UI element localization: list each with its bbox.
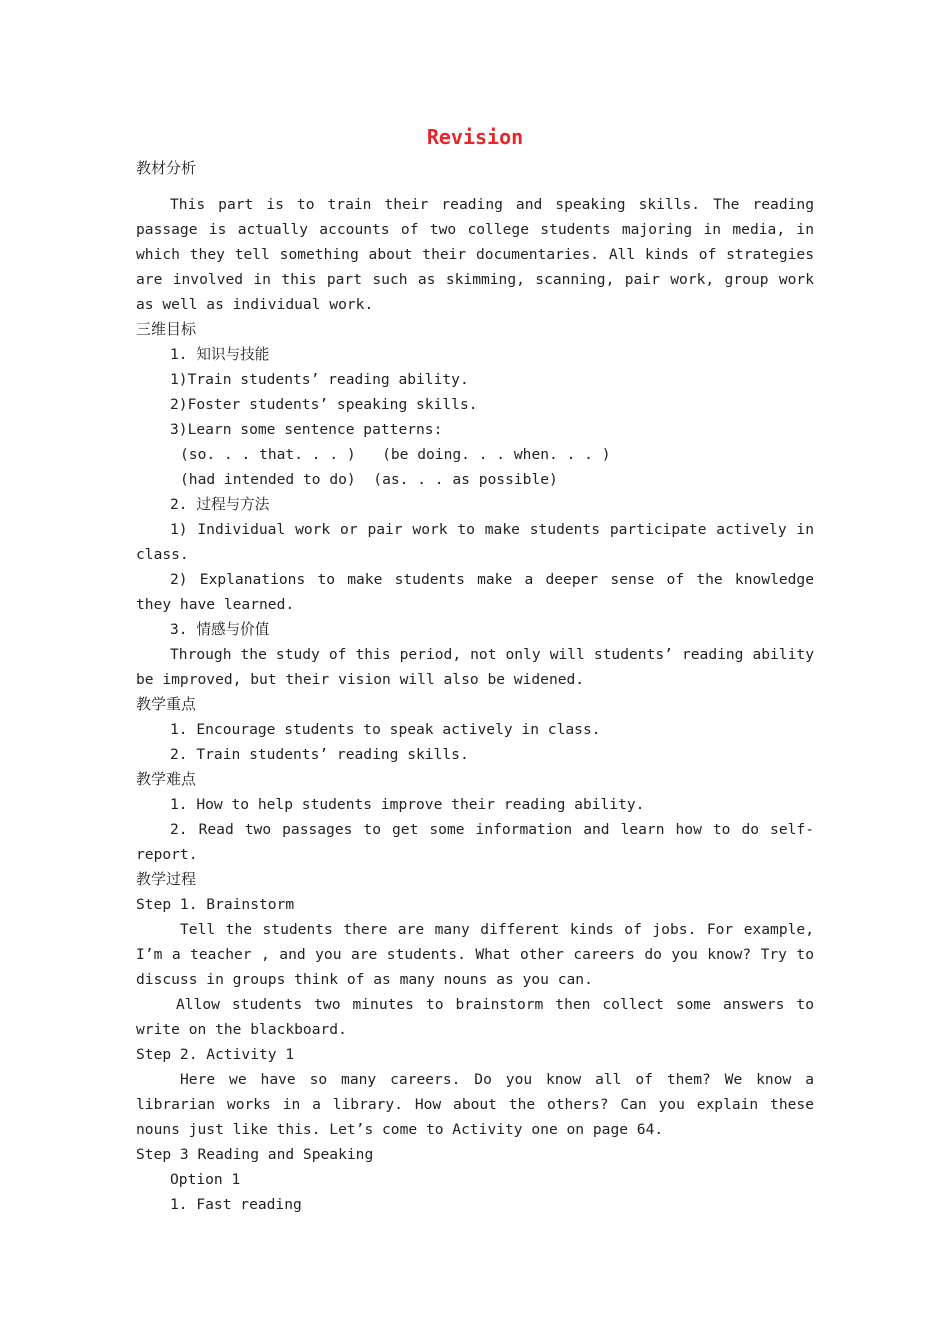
knowledge-item: 2)Foster students’ speaking skills. bbox=[170, 396, 478, 413]
sentence-patterns: (so. . . that. . . ) (be doing. . . when. . . ) bbox=[180, 446, 611, 463]
document-title: Revision bbox=[426, 125, 524, 149]
step-paragraph: Here we have so many careers. Do you know all of them? We know a librarian works in a library. How about the others? Can you explain these nouns just like this. Let’s come to Activity one on page 64. bbox=[136, 1071, 814, 1138]
process-title: 2. 过程与方法 bbox=[170, 496, 270, 513]
emotion-title: 3. 情感与价值 bbox=[170, 621, 270, 638]
analysis-paragraph: This part is to train their reading and speaking skills. The reading passage is actually accounts of two college students majoring in media, in which they tell something about their documentaries. All kinds of strategies are involved in this part such as skimming, scanning, pair work, group work as well as individual work. bbox=[136, 196, 814, 313]
difficulty-item: 2. Read two passages to get some information and learn how to do self-report. bbox=[136, 821, 814, 863]
section-heading-key-points: 教学重点 bbox=[136, 695, 197, 713]
knowledge-item: 1)Train students’ reading ability. bbox=[170, 371, 469, 388]
process-item: 2) Explanations to make students make a deeper sense of the knowledge they have learned. bbox=[136, 571, 814, 613]
sentence-patterns: (had intended to do) (as. . . as possible) bbox=[180, 471, 558, 488]
section-heading-procedure: 教学过程 bbox=[136, 870, 197, 888]
step-paragraph: Tell the students there are many different kinds of jobs. For example, I’m a teacher , and you are students. What other careers do you know? Try to discuss in groups think of as many nouns as you can. bbox=[136, 921, 814, 988]
section-heading-objectives: 三维目标 bbox=[136, 320, 197, 338]
fast-reading-label: 1. Fast reading bbox=[170, 1196, 302, 1213]
section-heading-difficulties: 教学难点 bbox=[136, 770, 197, 788]
process-item: 1) Individual work or pair work to make students participate actively in class. bbox=[136, 521, 814, 563]
difficulty-item: 1. How to help students improve their reading ability. bbox=[170, 796, 645, 813]
step-paragraph: Allow students two minutes to brainstorm then collect some answers to write on the blackboard. bbox=[136, 996, 814, 1038]
document-page bbox=[136, 122, 814, 1217]
option-label: Option 1 bbox=[170, 1171, 241, 1188]
knowledge-item: 3)Learn some sentence patterns: bbox=[170, 421, 443, 438]
section-heading-analysis: 教材分析 bbox=[136, 159, 197, 177]
step-title: Step 3 Reading and Speaking bbox=[136, 1146, 374, 1163]
emotion-paragraph: Through the study of this period, not only will students’ reading ability be improved, but their vision will also be widened. bbox=[136, 646, 814, 688]
step-title: Step 1. Brainstorm bbox=[136, 896, 295, 913]
step-title: Step 2. Activity 1 bbox=[136, 1046, 295, 1063]
knowledge-title: 1. 知识与技能 bbox=[170, 346, 270, 363]
key-point-item: 2. Train students’ reading skills. bbox=[170, 746, 469, 763]
key-point-item: 1. Encourage students to speak actively in class. bbox=[170, 721, 601, 738]
